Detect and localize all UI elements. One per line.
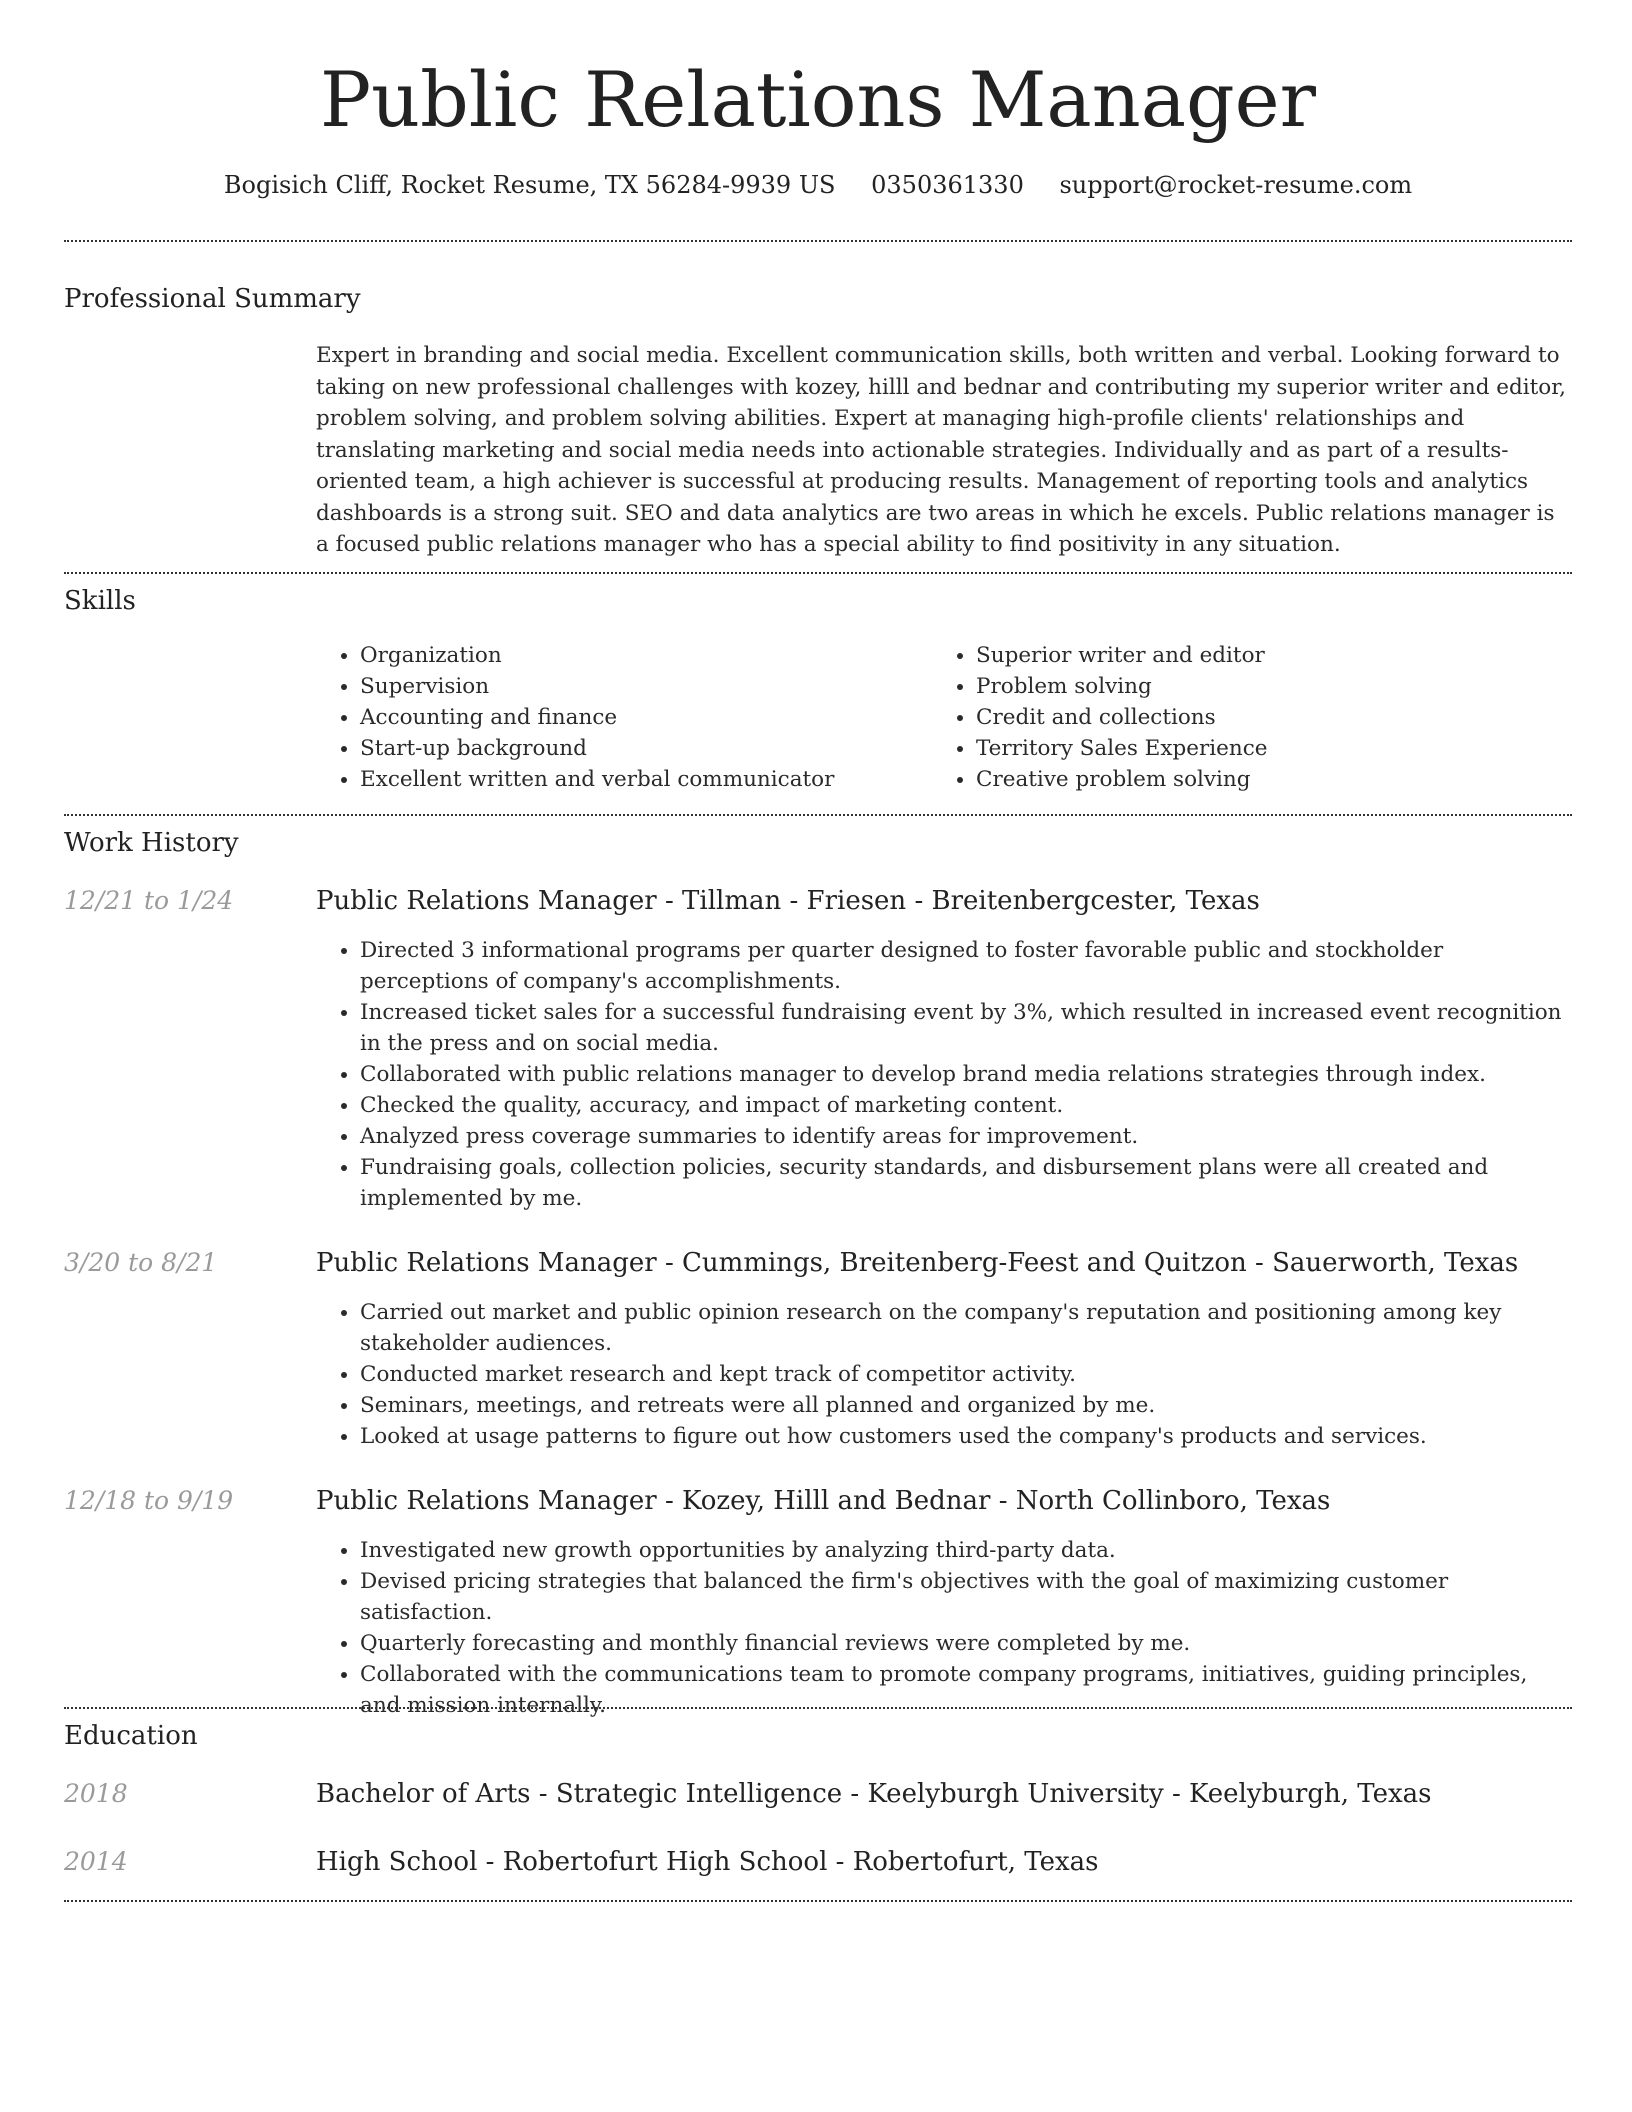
education-entry: High School - Robertofurt High School - Robertofurt, Texas bbox=[316, 1847, 1099, 1877]
skill-item: • Superior writer and editor bbox=[976, 640, 1532, 671]
skill-item: • Creative problem solving bbox=[976, 764, 1532, 795]
skill-item: • Supervision bbox=[360, 671, 916, 702]
job-bullet: • Fundraising goals, collection policies, security standards, and disbursement plans were all created and implemented by me. bbox=[360, 1152, 1572, 1214]
skill-item: • Problem solving bbox=[976, 671, 1532, 702]
skill-item: • Accounting and finance bbox=[360, 702, 916, 733]
job-bullet: • Collaborated with the communications team to promote company programs, initiatives, guiding principles, and mission internally. bbox=[360, 1659, 1572, 1721]
contact-address: Bogisich Cliff, Rocket Resume, TX 56284-9939 US bbox=[223, 171, 836, 199]
education-year: 2018 bbox=[64, 1779, 128, 1808]
divider bbox=[64, 240, 1572, 242]
work-heading: Work History bbox=[64, 828, 239, 858]
education-entry: Bachelor of Arts - Strategic Intelligence - Keelyburgh University - Keelyburgh, Texas bbox=[316, 1779, 1432, 1809]
summary-text: Expert in branding and social media. Excellent communication skills, both written and verbal. Looking forward to taking on new professional challenges with kozey, hilll and bednar and contributing my superior writer and editor, problem solving, and problem solving abilities. Expert at managing high-profile clients' relationships and translating marketing and social media needs into actionable strategies. Individually and as part of a results-oriented team, a high achiever is successful at producing results. Management of reporting tools and analytics dashboards is a strong suit. SEO and data analytics are two areas in which he excels. Public relations manager is a focused public relations manager who has a special ability to find positivity in any situation. bbox=[316, 343, 1567, 557]
divider bbox=[64, 814, 1572, 816]
education-year: 2014 bbox=[64, 1847, 128, 1876]
skill-item: • Start-up background bbox=[360, 733, 916, 764]
job-bullet: • Carried out market and public opinion research on the company's reputation and positioning among key stakeholder audiences. bbox=[360, 1297, 1572, 1359]
job-title: Public Relations Manager - Kozey, Hilll and Bednar - North Collinboro, Texas bbox=[316, 1486, 1331, 1516]
resume-title: Public Relations Manager bbox=[320, 55, 1316, 144]
skill-item: • Territory Sales Experience bbox=[976, 733, 1532, 764]
contact-line bbox=[64, 168, 1572, 202]
job-bullet: • Looked at usage patterns to figure out how customers used the company's products and services. bbox=[360, 1421, 1572, 1452]
divider bbox=[64, 572, 1572, 574]
job-bullet: • Analyzed press coverage summaries to identify areas for improvement. bbox=[360, 1121, 1572, 1152]
divider bbox=[64, 1707, 1572, 1709]
job-bullet: • Directed 3 informational programs per quarter designed to foster favorable public and stockholder perceptions of company's accomplishments. bbox=[360, 935, 1572, 997]
skill-item: • Organization bbox=[360, 640, 916, 671]
contact-phone: 0350361330 bbox=[871, 171, 1024, 199]
skills-column-left bbox=[316, 640, 916, 795]
job-bullets bbox=[316, 1535, 1572, 1721]
job-bullet: • Quarterly forecasting and monthly financial reviews were completed by me. bbox=[360, 1628, 1572, 1659]
job-bullet: • Investigated new growth opportunities by analyzing third-party data. bbox=[360, 1535, 1572, 1566]
education-heading: Education bbox=[64, 1721, 198, 1751]
job-dates: 12/18 to 9/19 bbox=[64, 1486, 234, 1515]
job-bullets bbox=[316, 935, 1572, 1214]
job-dates: 3/20 to 8/21 bbox=[64, 1248, 218, 1277]
job-bullet: • Devised pricing strategies that balanced the firm's objectives with the goal of maximizing customer satisfaction. bbox=[360, 1566, 1572, 1628]
skill-item: • Credit and collections bbox=[976, 702, 1532, 733]
job-bullet: • Checked the quality, accuracy, and impact of marketing content. bbox=[360, 1090, 1572, 1121]
job-bullet: • Conducted market research and kept track of competitor activity. bbox=[360, 1359, 1572, 1390]
divider bbox=[64, 1900, 1572, 1902]
job-bullet: • Collaborated with public relations manager to develop brand media relations strategies through index. bbox=[360, 1059, 1572, 1090]
skills-heading: Skills bbox=[64, 586, 136, 616]
job-bullet: • Increased ticket sales for a successful fundraising event by 3%, which resulted in increased event recognition in the press and on social media. bbox=[360, 997, 1572, 1059]
job-title: Public Relations Manager - Tillman - Friesen - Breitenbergcester, Texas bbox=[316, 886, 1260, 916]
skills-column-right bbox=[932, 640, 1532, 795]
job-bullet: • Seminars, meetings, and retreats were all planned and organized by me. bbox=[360, 1390, 1572, 1421]
job-dates: 12/21 to 1/24 bbox=[64, 886, 234, 915]
summary-heading: Professional Summary bbox=[64, 284, 361, 314]
job-title: Public Relations Manager - Cummings, Breitenberg-Feest and Quitzon - Sauerworth, Texas bbox=[316, 1248, 1519, 1278]
contact-email: support@rocket-resume.com bbox=[1059, 171, 1413, 199]
skill-item: • Excellent written and verbal communicator bbox=[360, 764, 916, 795]
job-bullets bbox=[316, 1297, 1572, 1452]
